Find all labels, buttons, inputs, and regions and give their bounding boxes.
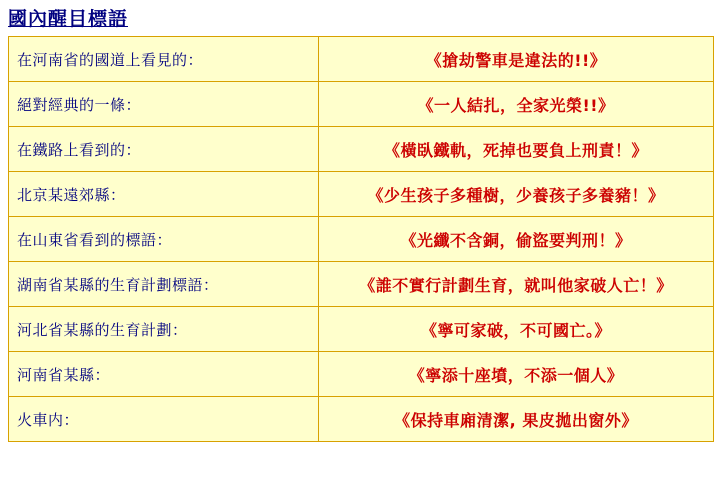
row-slogan: 《保持車廂清潔, 果皮拋出窗外》 (319, 397, 714, 442)
row-context: 在河南省的國道上看見的： (9, 37, 319, 82)
row-slogan: 《誰不實行計劃生育，就叫他家破人亡！》 (319, 262, 714, 307)
table-row (9, 352, 714, 397)
table-row (9, 127, 714, 172)
row-context: 在山東省看到的標語： (9, 217, 319, 262)
page-title: 國內醒目標語 (8, 8, 129, 30)
table-row (9, 397, 714, 442)
row-slogan: 《少生孩子多種樹，少養孩子多養豬！》 (319, 172, 714, 217)
row-context: 河北省某縣的生育計劃： (9, 307, 319, 352)
row-context: 湖南省某縣的生育計劃標語： (9, 262, 319, 307)
table-row (9, 307, 714, 352)
slogan-table (8, 36, 714, 442)
row-slogan: 《寧添十座墳，不添一個人》 (319, 352, 714, 397)
row-context: 北京某遠郊縣： (9, 172, 319, 217)
row-slogan: 《一人結扎，全家光榮!!》 (319, 82, 714, 127)
table-row (9, 37, 714, 82)
row-context: 河南省某縣： (9, 352, 319, 397)
row-slogan: 《寧可家破，不可國亡。》 (319, 307, 714, 352)
table-row (9, 82, 714, 127)
row-context: 絕對經典的一條： (9, 82, 319, 127)
row-slogan: 《橫臥鐵軌，死掉也要負上刑責！》 (319, 127, 714, 172)
slogan-table-body (9, 37, 714, 442)
row-slogan: 《光纖不含銅，偷盜要判刑！》 (319, 217, 714, 262)
table-row (9, 172, 714, 217)
row-context: 火車内： (9, 397, 319, 442)
row-slogan: 《搶劫警車是違法的!!》 (319, 37, 714, 82)
table-row (9, 262, 714, 307)
row-context: 在鐵路上看到的： (9, 127, 319, 172)
table-row (9, 217, 714, 262)
slogan-table-container (8, 36, 713, 442)
